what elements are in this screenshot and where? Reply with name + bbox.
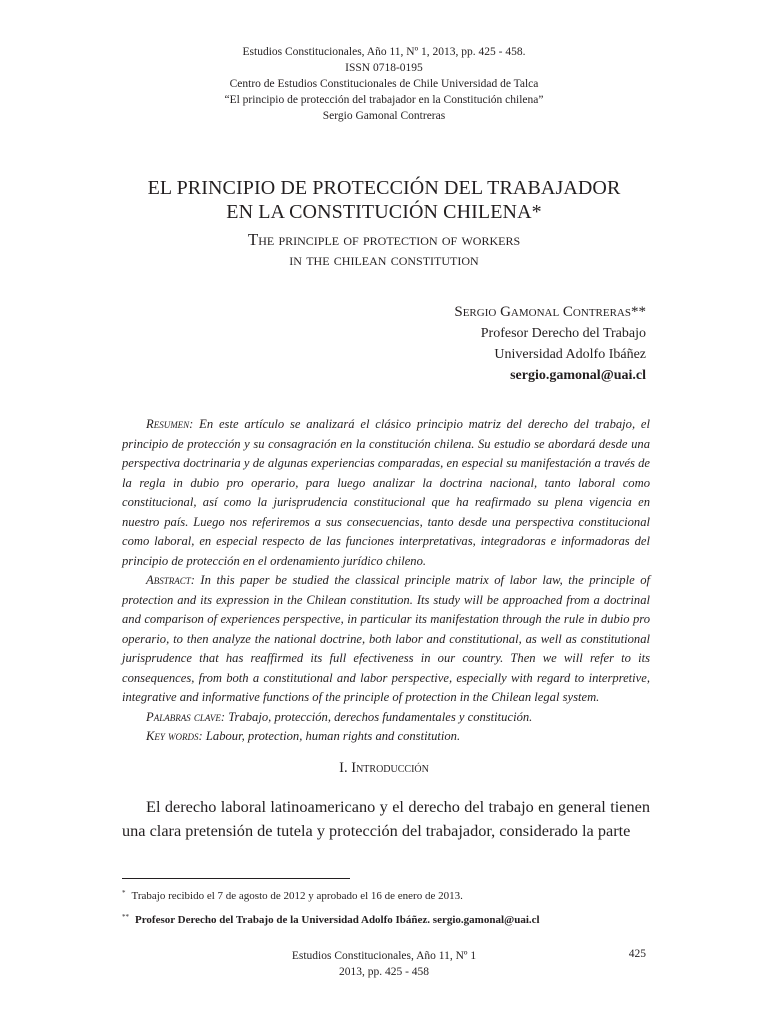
running-head-journal: Estudios Constitucionales, Año 11, Nº 1, 2013, pp. 425 - 458. [242,46,526,58]
running-head-issn: ISSN 0718-0195 [345,62,423,74]
author-position: Profesor Derecho del Trabajo [480,326,646,341]
palabras-clave-paragraph [122,708,650,728]
palabras-clave-label: Palabras clave: [146,709,226,724]
author-affiliation: Universidad Adolfo Ibáñez [494,347,646,362]
resumen-text: En este artículo se analizará el clásico principio matriz del derecho del trabajo, el principio de protección y su consagración en la constitución chilena. Su estudio se abordará desde una perspectiva doctrinaria y de algunas experiencias comparadas, en especial su manifestación a través de la regla in dubio pro operario, para luego analizar la doctrina nacional, tanto laboral como constitucional, así como la jurisprudencia constitucional que ha reafirmado su plena vigencia en nuestro país. Luego nos referiremos a sus consecuencias, tanto desde una perspectiva constitucional como laboral, en especial respecto de las funciones interpretativas, integradoras e informadoras del principio de protección en el ordenamiento jurídico chileno. [122,417,650,568]
keywords-label: Key words: [146,729,203,743]
keywords-paragraph [122,727,650,747]
abstract-paragraph [122,571,650,708]
footnotes [122,886,650,934]
footer-pages: 2013, pp. 425 - 458 [338,966,430,978]
abstract-text: In this paper be studied the classical principle matrix of labor law, the principle of protection and its expression in the Chilean constitution. Its study will be approached from a doctrinal and comparison of experiences perspective, in particular its manifestation through the rule in dubio pro operario, to then analyze the national doctrine, both labor and constitutional, as well as constitutional jurisprudence that has reaffirmed its full efectiveness in our country. Then we will refer to its consequences, from both a constitutional and labor perspective, especially with regard to interpretive, integrative and informative functions of the principle of protection in the Chilean legal system. [122,573,650,704]
footnote-2-mark: ** [122,913,129,921]
title-english-line-2: in the chilean constitution [289,250,479,269]
resumen-paragraph [122,415,650,571]
footnote-1-mark: * [122,889,126,897]
title-spanish [0,176,768,224]
abstract-label: Abstract: [146,573,195,587]
page-footer [0,948,768,980]
author-email: sergio.gamonal@uai.cl [510,368,646,383]
footnote-1 [122,886,650,904]
footnote-1-text: Trabajo recibido el 7 de agosto de 2012 y aprobado el 16 de enero de 2013. [131,890,463,902]
abstracts [122,415,650,747]
running-head-article: “El principio de protección del trabajador en la Constitución chilena” [224,94,544,106]
author-block [454,302,646,386]
running-head [0,44,768,124]
title-spanish-line-1: EL PRINCIPIO DE PROTECCIÓN DEL TRABAJADOR [147,177,621,199]
section-heading [0,760,768,777]
running-head-publisher: Centro de Estudios Constitucionales de Chile Universidad de Talca [229,78,539,90]
footer-journal: Estudios Constitucionales, Año 11, Nº 1 [291,950,477,962]
title-english [0,230,768,270]
article-title [0,176,768,270]
author-name: Sergio Gamonal Contreras** [454,304,646,320]
resumen-label: Resumen: [146,417,194,431]
section-title: Introducción [351,760,429,776]
palabras-clave-text: Trabajo, protección, derechos fundamentales y constitución. [225,709,533,724]
footnote-2-text: Profesor Derecho del Trabajo de la Universidad Adolfo Ibáñez. sergio.gamonal@uai.cl [135,914,540,926]
title-spanish-line-2: EN LA CONSTITUCIÓN CHILENA* [226,201,542,223]
section-number: I. [339,760,352,776]
body-paragraph: El derecho laboral latinoamericano y el derecho del trabajo en general tienen una clara pretensión de tutela y protección del trabajador, considerado la parte [122,797,650,840]
body-text [122,795,650,843]
keywords-text: Labour, protection, human rights and constitution. [202,729,461,743]
page-number: 425 [628,948,646,960]
running-head-author: Sergio Gamonal Contreras [322,110,446,122]
footnote-2 [122,910,650,928]
footnote-divider [122,878,350,879]
title-english-line-1: The principle of protection of workers [247,230,521,249]
